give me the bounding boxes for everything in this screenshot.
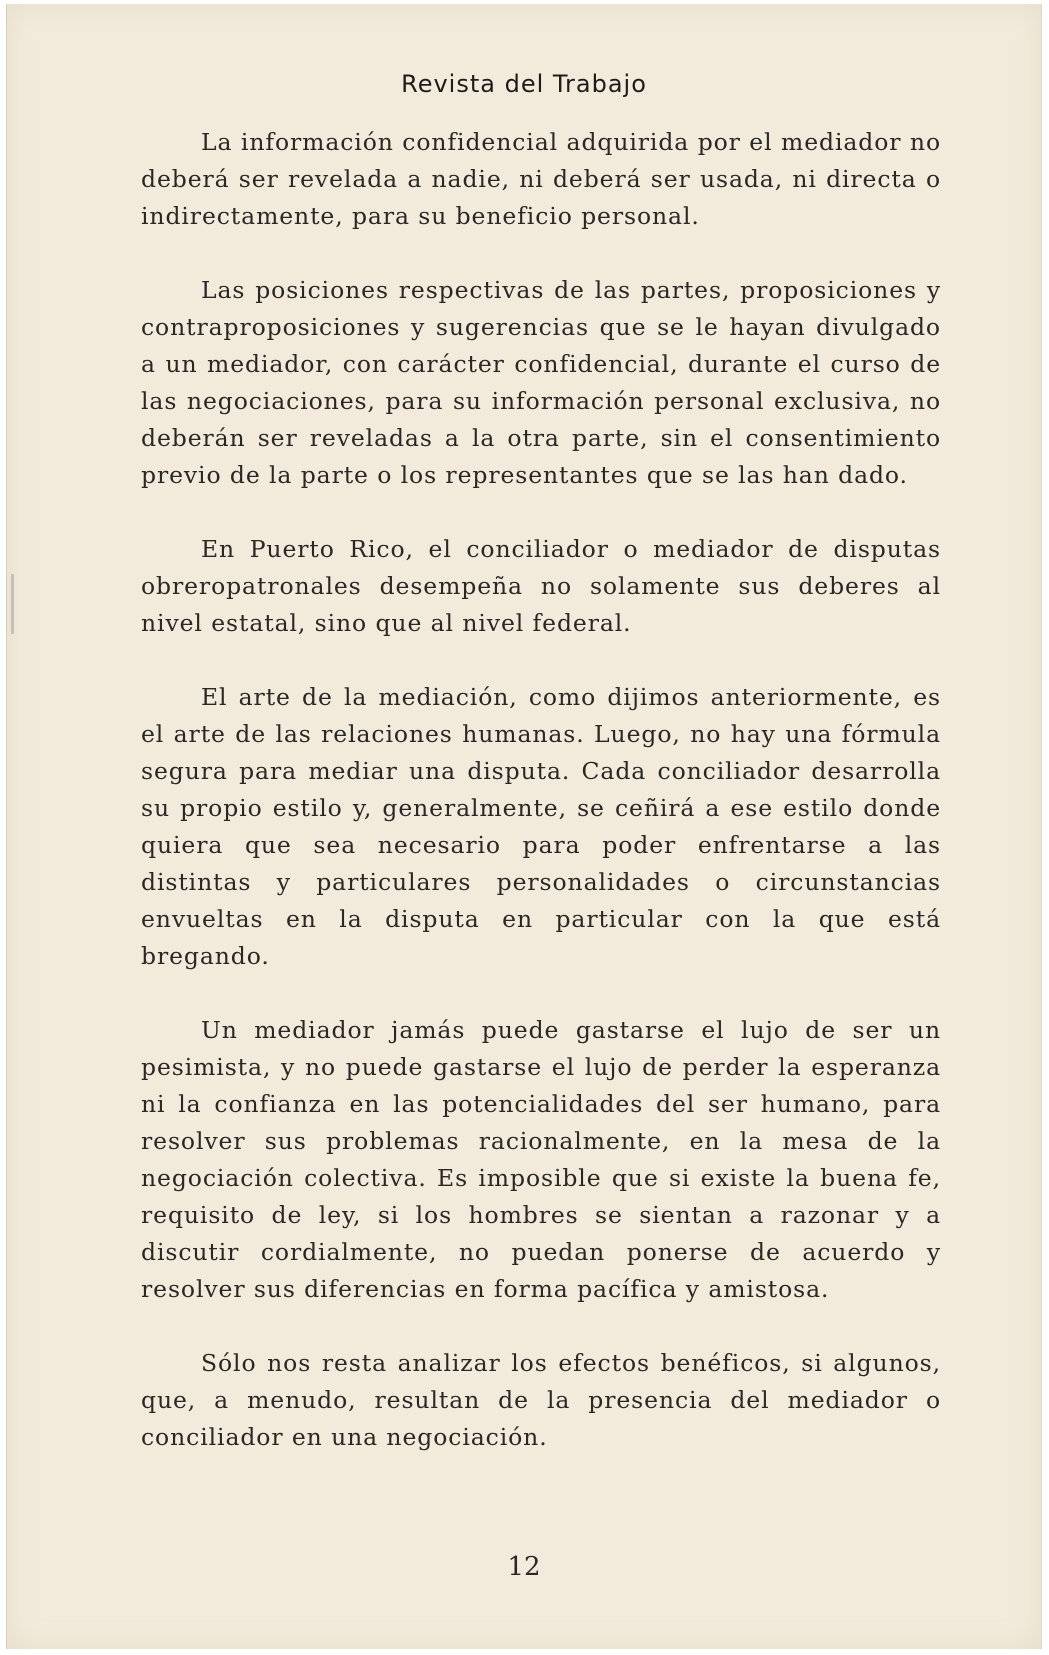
paragraph-art-of-mediation: El arte de la mediación, como dijimos anteriormente, es el arte de las relaciones humanas. Luego, no hay una fórmula segura para mediar una disputa. Cada conciliador desarrolla su propio estilo y, generalmente, se ceñirá a ese estilo donde quiera que sea necesario para poder enfrentarse a las distintas y particulares personalidades o circunstancias envueltas en la disputa en particular con la que está bregando.: [141, 683, 941, 970]
page-number: 12: [507, 1552, 541, 1582]
paragraph-puerto-rico: En Puerto Rico, el conciliador o mediador de disputas obreropatronales desempeña no solamente sus deberes al nivel estatal, sino que al nivel federal.: [141, 535, 941, 637]
paragraph-beneficial-effects: Sólo nos resta analizar los efectos benéficos, si algunos, que, a menudo, resultan de la presencia del mediador o conciliador en una negociación.: [141, 1349, 941, 1451]
document-page: [6, 4, 1042, 1649]
paragraph-party-positions: Las posiciones respectivas de las partes, proposiciones y contraproposiciones y sugerencias que se le hayan divulgado a un mediador, con carácter confidencial, durante el curso de las negociaciones, para su información personal exclusiva, no deberán ser reveladas a la otra parte, sin el consentimiento previo de la parte o los representantes que se las han dado.: [141, 276, 941, 489]
running-header: Revista del Trabajo: [401, 70, 647, 98]
paragraph-confidential-information: La información confidencial adquirida por el mediador no deberá ser revelada a nadie, ni deberá ser usada, ni directa o indirectamente, para su beneficio personal.: [141, 128, 941, 230]
paragraph-mediator-optimism: Un mediador jamás puede gastarse el lujo de ser un pesimista, y no puede gastarse el lujo de perder la esperanza ni la confianza en las potencialidades del ser humano, para resolver sus problemas racionalmente, en la mesa de la negociación colectiva. Es imposible que si existe la buena fe, requisito de ley, si los hombres se sientan a razonar y a discutir cordialmente, no puedan ponerse de acuerdo y resolver sus diferencias en forma pacífica y amistosa.: [141, 1016, 941, 1303]
page-edge-mark: [11, 574, 14, 634]
body-text: [141, 124, 941, 1493]
